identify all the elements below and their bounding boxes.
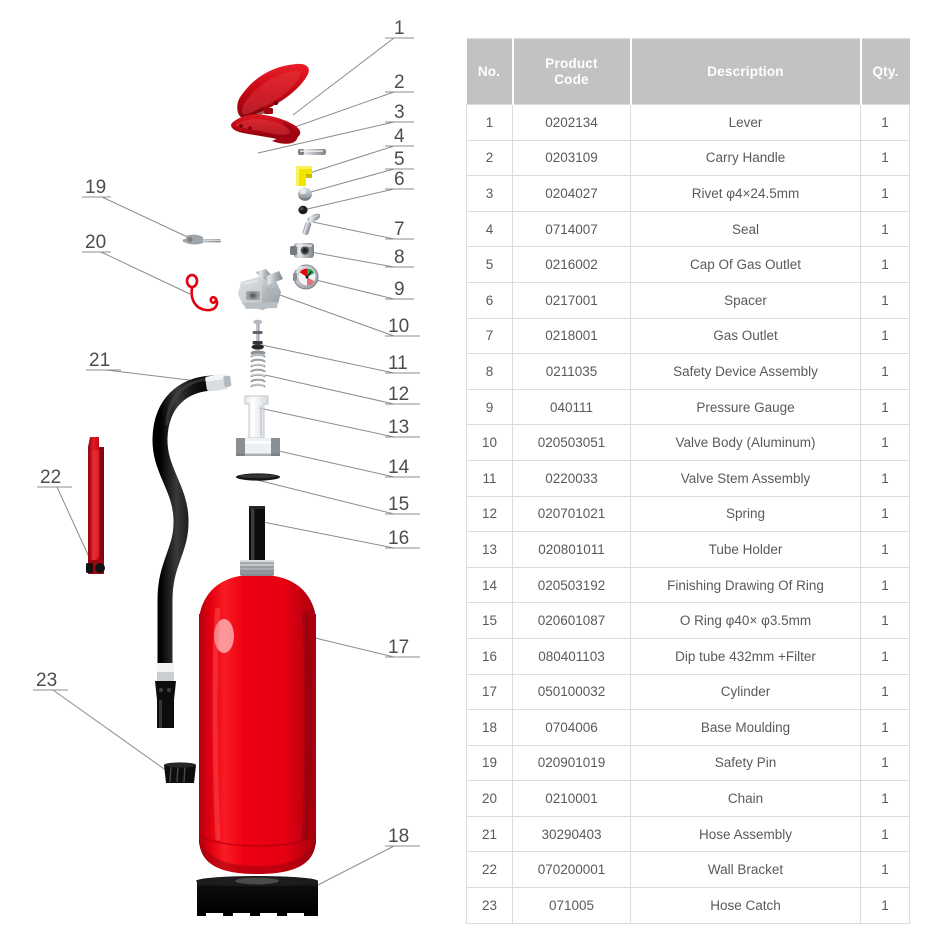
callout-4: 4 [394,126,405,147]
callout-3: 3 [394,102,405,123]
quantity-cell: 1 [861,745,910,781]
description-cell: Valve Body (Aluminum) [631,425,861,461]
part-number-cell: 6 [467,282,513,318]
product-code-cell: 0210001 [513,781,631,817]
description-cell: Lever [631,105,861,141]
table-row [467,140,910,176]
part-pressure-gauge [293,265,318,289]
callout-17: 17 [388,637,410,658]
part-finishing-ring [236,438,280,456]
table-row [467,425,910,461]
quantity-cell: 1 [861,247,910,283]
description-cell: Hose Catch [631,888,861,924]
quantity-cell: 1 [861,282,910,318]
part-number-cell: 20 [467,781,513,817]
callout-11: 11 [388,353,408,374]
callout-2: 2 [394,72,405,93]
part-number-cell: 15 [467,603,513,639]
product-code-cell: 040111 [513,389,631,425]
callout-18: 18 [388,826,410,847]
callout-9: 9 [394,279,405,300]
product-code-cell: 0220033 [513,460,631,496]
callout-22: 22 [40,467,62,488]
column-header-product-code [513,39,631,105]
part-tube-holder [245,396,268,438]
product-code-cell: 0704006 [513,710,631,746]
part-number-cell: 10 [467,425,513,461]
description-cell: Cylinder [631,674,861,710]
part-number-cell: 2 [467,140,513,176]
quantity-cell: 1 [861,389,910,425]
table-row [467,211,910,247]
callout-8: 8 [394,247,405,268]
part-spacer [298,206,307,214]
quantity-cell: 1 [861,567,910,603]
part-number-cell: 17 [467,674,513,710]
callout-7: 7 [394,219,405,240]
quantity-cell: 1 [861,710,910,746]
part-spring [251,350,266,387]
description-cell: Finishing Drawing Of Ring [631,567,861,603]
part-base-moulding [196,876,318,917]
product-code-cell: 020503192 [513,567,631,603]
description-cell: Safety Device Assembly [631,354,861,390]
table-row [467,567,910,603]
callout-1: 1 [394,18,405,39]
part-number-cell: 23 [467,888,513,924]
table-row [467,816,910,852]
column-header-description: Description [631,39,861,105]
table-row [467,354,910,390]
table-row [467,745,910,781]
callout-10: 10 [388,316,410,337]
part-gas-outlet [302,214,320,236]
description-cell: Cap Of Gas Outlet [631,247,861,283]
callout-13: 13 [388,417,410,438]
table-row [467,532,910,568]
product-code-cell: 0203109 [513,140,631,176]
part-number-cell: 3 [467,176,513,212]
part-chain [187,275,217,310]
part-cylinder [199,560,316,874]
column-header-no: No. [467,39,513,105]
quantity-cell: 1 [861,211,910,247]
part-number-cell: 12 [467,496,513,532]
description-cell: Rivet φ4×24.5mm [631,176,861,212]
description-cell: Carry Handle [631,140,861,176]
description-cell: O Ring φ40× φ3.5mm [631,603,861,639]
part-number-cell: 4 [467,211,513,247]
part-seal [296,166,312,186]
quantity-cell: 1 [861,816,910,852]
product-code-cell: 30290403 [513,816,631,852]
part-dip-tube [249,506,265,564]
description-cell: Pressure Gauge [631,389,861,425]
table-row [467,496,910,532]
quantity-cell: 1 [861,532,910,568]
table-row [467,282,910,318]
callout-5: 5 [394,149,405,170]
product-code-cell: 020701021 [513,496,631,532]
quantity-cell: 1 [861,318,910,354]
table-row [467,176,910,212]
description-cell: Chain [631,781,861,817]
part-number-cell: 11 [467,460,513,496]
product-code-cell: 050100032 [513,674,631,710]
part-valve-body [238,269,283,310]
part-lever [237,64,309,120]
product-code-cell: 020601087 [513,603,631,639]
table-row [467,318,910,354]
callout-20: 20 [85,232,107,253]
product-code-cell: 020901019 [513,745,631,781]
table-row [467,781,910,817]
product-code-cell: 0216002 [513,247,631,283]
description-cell: Spacer [631,282,861,318]
quantity-cell: 1 [861,674,910,710]
description-cell: Dip tube 432mm +Filter [631,638,861,674]
part-o-ring [236,473,280,480]
part-number-cell: 21 [467,816,513,852]
part-number-cell: 18 [467,710,513,746]
product-code-cell: 0202134 [513,105,631,141]
callout-19: 19 [85,177,107,198]
product-code-cell: 0714007 [513,211,631,247]
part-carry-handle [231,114,300,143]
part-number-cell: 5 [467,247,513,283]
part-safety-pin [183,235,221,245]
quantity-cell: 1 [861,140,910,176]
table-row [467,888,910,924]
table-row [467,460,910,496]
part-number-cell: 14 [467,567,513,603]
callout-21: 21 [89,350,111,371]
product-code-cell: 0204027 [513,176,631,212]
product-code-cell: 071005 [513,888,631,924]
quantity-cell: 1 [861,603,910,639]
parts-list-table [466,38,910,924]
product-code-cell: 0218001 [513,318,631,354]
table-row [467,603,910,639]
description-cell: Base Moulding [631,710,861,746]
table-body [467,105,910,924]
callout-15: 15 [388,494,410,515]
table-row [467,389,910,425]
part-number-cell: 19 [467,745,513,781]
table-row [467,674,910,710]
callout-16: 16 [388,528,410,549]
description-cell: Valve Stem Assembly [631,460,861,496]
product-code-line1: Product [545,55,598,71]
description-cell: Safety Pin [631,745,861,781]
quantity-cell: 1 [861,425,910,461]
table-row [467,105,910,141]
table-row [467,852,910,888]
quantity-cell: 1 [861,781,910,817]
product-code-cell: 0217001 [513,282,631,318]
product-code-cell: 020503051 [513,425,631,461]
part-number-cell: 1 [467,105,513,141]
part-number-cell: 16 [467,638,513,674]
part-cap-of-gas-outlet [298,188,312,202]
callout-23: 23 [36,670,58,691]
description-cell: Hose Assembly [631,816,861,852]
quantity-cell: 1 [861,888,910,924]
table-header-row [467,39,910,105]
quantity-cell: 1 [861,176,910,212]
product-code-cell: 080401103 [513,638,631,674]
description-cell: Seal [631,211,861,247]
description-cell: Spring [631,496,861,532]
table-row [467,710,910,746]
product-code-cell: 0211035 [513,354,631,390]
table-row [467,638,910,674]
part-number-cell: 22 [467,852,513,888]
product-code-cell: 020801011 [513,532,631,568]
description-cell: Tube Holder [631,532,861,568]
quantity-cell: 1 [861,460,910,496]
part-number-cell: 7 [467,318,513,354]
part-number-cell: 9 [467,389,513,425]
fire-extinguisher-exploded-diagram [0,0,466,937]
parts-list-table-wrapper [466,38,911,924]
description-cell: Gas Outlet [631,318,861,354]
quantity-cell: 1 [861,496,910,532]
callout-12: 12 [388,384,410,405]
part-wall-bracket [86,437,105,574]
table-row [467,247,910,283]
description-cell: Wall Bracket [631,852,861,888]
quantity-cell: 1 [861,105,910,141]
part-hose-catch [164,762,196,783]
product-code-line2: Code [554,71,589,87]
quantity-cell: 1 [861,354,910,390]
quantity-cell: 1 [861,852,910,888]
quantity-cell: 1 [861,638,910,674]
part-rivet [298,149,326,155]
callout-6: 6 [394,169,405,190]
part-number-cell: 8 [467,354,513,390]
part-number-cell: 13 [467,532,513,568]
callout-14: 14 [388,457,410,478]
part-safety-device-assembly [290,243,314,258]
product-code-cell: 070200001 [513,852,631,888]
column-header-qty: Qty. [861,39,910,105]
